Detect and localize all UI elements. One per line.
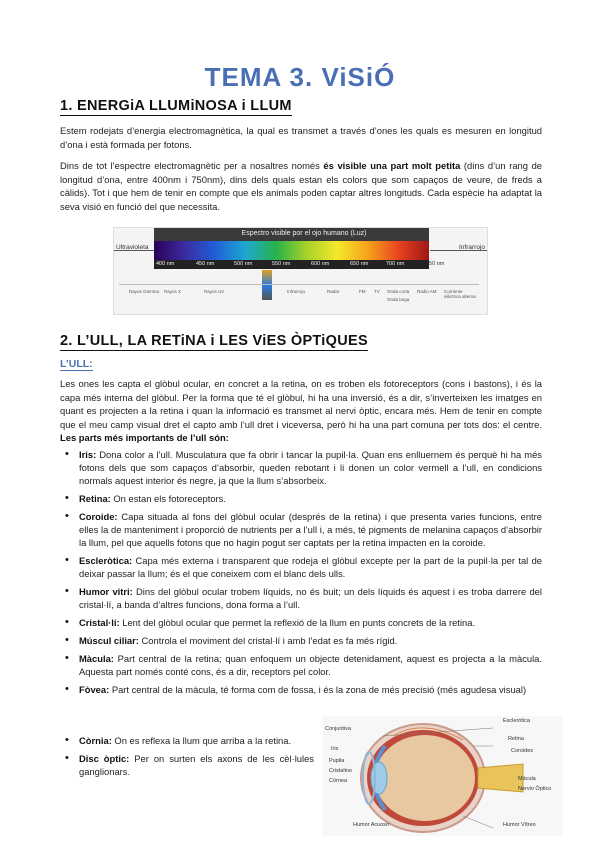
list-item: • Escleròtica: Capa més externa i transparent que rodeja el glòbul excepte per la part de la pupil·la per tal de deixar passar la llum; és el que coneixem com el blanc dels ulls. xyxy=(65,554,542,580)
list-item: • Humor vitri: Dins del glòbul ocular trobem líquids, no és buit; un dels líquids és aquest i es troba darrere del cristal·lí, a banda d’altres funcions, dona forma a l’ull. xyxy=(65,585,542,611)
spectrum-band-label: Rayos Gamma xyxy=(129,289,160,294)
spectrum-tick: 750 nm xyxy=(426,261,445,267)
section-1-paragraph-2: Dins de tot l’espectre electromagnètic per a nosaltres només és visible una part molt petita (dins d’un rang de longitud d’ona, entre 400nm i 750nm), dins dels quals estan els colors que som capaços de veure, de freds a càlids). Tot i que hem de tenir en compte que els animals poden captar altres longituds. Cada espècie ha adaptat la seva visió en funció del que necessita. xyxy=(60,160,543,212)
section-1-paragraph-1: Estem rodejats d’energia electromagnètica, la qual es transmet a través d’ones les quals es mesuren en longitud d’ona i està formada per fotons. xyxy=(60,125,542,150)
eye-diagram xyxy=(323,716,563,836)
eye-label: Córnea xyxy=(329,778,348,784)
eye-label: Conjuntiva xyxy=(325,726,351,732)
eye-subheading: L’ULL: xyxy=(60,358,93,370)
list-item: • Iris: Dona color a l’ull. Musculatura que fa obrir i tancar la pupil·la. Quan ens enlluernem és perquè hi ha més fotons dels que som capaços d’absorbir, queden rebotant i li donen un color vermell a l’ull, en condicions normals aquest interior és negre, ja que la llum s’absorbeix. xyxy=(65,448,542,487)
list-item: • Coroide: Capa situada al fons del glòbul ocular (després de la retina) i que presenta varies funcions, entre elles la de manteniment i proporció de nutrients per a l’ull i, a més, té pigments de melanina capaços d’absorbir la llum, pel que aquells fotons que no hagin pogut ser captats per la retina impacten en la coroide. xyxy=(65,510,542,549)
eye-label: Esclerótica xyxy=(503,718,530,724)
spectrum-band-label: Rayos UV xyxy=(204,289,225,294)
spectrum-color-bar xyxy=(154,241,429,260)
spectrum-ir-label: Infrarrojo xyxy=(458,244,485,251)
spectrum-tick: 550 nm xyxy=(272,261,291,267)
spectrum-band-label: Infrarrojo xyxy=(287,289,306,294)
spectrum-tick: 600 nm xyxy=(311,261,330,267)
eye-label: Retina xyxy=(508,736,524,742)
spectrum-band-label: Rayos X xyxy=(164,289,182,294)
eye-parts-list xyxy=(60,448,542,701)
spectrum-uv-label: Ultravioleta xyxy=(116,244,149,251)
eye-label: Humor Acuoso xyxy=(353,822,390,828)
spectrum-tick: 650 nm xyxy=(350,261,369,267)
spectrum-band-label: Onda corta xyxy=(387,289,410,294)
spectrum-band-label: Corriente eléctrica alterna xyxy=(444,289,476,299)
list-item: • Múscul ciliar: Controla el moviment del cristal·lí i amb l’edat es fa més rígid. xyxy=(65,634,398,646)
section-2-intro: Les ones les capta el glòbul ocular, en concret a la retina, on es troben els fotoreceptors (cons i bastons), i és la capa més interna del glòbul. Per la forma que té el glòbul, hi ha una inversió, és a dir, s’inverteixen les imatges en quant es projecten a la retina i quan la informació es transmet al nervi òptic, encara més. Hem de tenir en compte que el meu camp visual dret el capto amb l’ull dret i viceversa, però hi ha una part comuna per tots dos: el centre. Les parts més importants de l’ull són: xyxy=(60,378,542,444)
list-item: • Cristal·lí: Lent del glòbul ocular que permet la reflexió de la llum en punts concrets de la retina. xyxy=(65,616,476,629)
eye-label: Cristalino xyxy=(329,768,352,774)
spectrum-title: Espectro visible por el ojo humano (Luz) xyxy=(241,230,367,237)
spectrum-lower-scale xyxy=(119,284,479,311)
list-item: • Disc òptic: Per on surten els axons de les cèl·lules ganglionars. xyxy=(65,751,314,777)
list-item: • Màcula: Part central de la retina; quan enfoquem un objecte detenidament, aquest es projecta a la màcula. Aquesta part només conté cons, és a dir, receptors pel color. xyxy=(65,651,542,677)
spectrum-band-label: Onda larga xyxy=(387,297,410,302)
eye-label: Humor Vítreo xyxy=(503,822,536,828)
page-title: TEMA 3. ViSiÓ xyxy=(204,62,396,92)
spectrum-tick: 450 nm xyxy=(196,261,215,267)
eye-label: Coroides xyxy=(511,748,534,754)
list-item: • Retina: On estan els fotoreceptors. xyxy=(65,492,226,505)
eye-label: Pupila xyxy=(329,758,345,764)
spectrum-diagram xyxy=(113,227,488,315)
eye-label: Mácula xyxy=(518,776,536,782)
eye-label: Nervio Óptico xyxy=(518,786,552,792)
spectrum-tick: 500 nm xyxy=(234,261,253,267)
spectrum-band-label: Radar xyxy=(327,289,340,294)
section-2-heading: 2. L’ULL, LA RETiNA i LES ViES ÒPTiQUES xyxy=(60,333,368,349)
spectrum-band-label: FM xyxy=(359,289,366,294)
list-item: • Fòvea: Part central de la màcula, té forma com de fossa, i és la zona de més precisió (més agudesa visual) xyxy=(65,682,527,695)
spectrum-tick: 700 nm xyxy=(386,261,405,267)
list-item: • Còrnia: On es reflexa la llum que arriba a la retina. xyxy=(65,734,292,746)
section-1-heading: 1. ENERGiA LLUMiNOSA i LLUM xyxy=(60,98,292,114)
spectrum-tick: 400 nm xyxy=(156,261,175,267)
eye-label: Iris xyxy=(331,746,339,752)
spectrum-band-label: Radio AM xyxy=(417,289,437,294)
spectrum-band-label: TV xyxy=(374,289,380,294)
